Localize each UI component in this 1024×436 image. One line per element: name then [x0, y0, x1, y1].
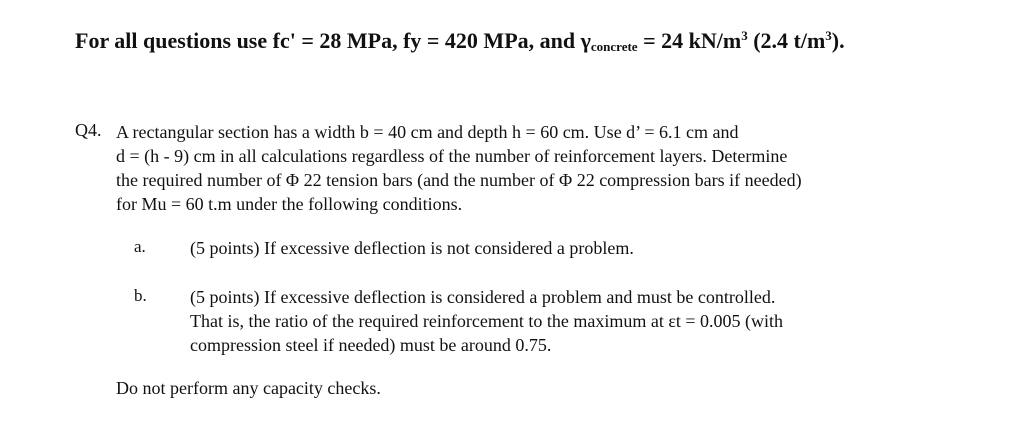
- header-line: [75, 28, 845, 55]
- header-exponent-1: 3: [741, 28, 748, 43]
- header-paren: (2.4 t/m: [747, 28, 826, 53]
- part-b-line: compression steel if needed) must be around 0.75.: [190, 335, 552, 355]
- gamma-subscript: concrete: [590, 39, 638, 54]
- question-body: [116, 120, 916, 216]
- question-line: for Mu = 60 t.m under the following conditions.: [116, 194, 463, 214]
- header-end: ).: [831, 28, 845, 53]
- part-a-line: (5 points) If excessive deflection is not considered a problem.: [190, 238, 634, 258]
- header-prefix: For all questions use fc' = 28 MPa, fy = 420 MPa, and: [75, 28, 581, 53]
- question-line: A rectangular section has a width b = 40 cm and depth h = 60 cm. Use d’ = 6.1 cm and: [116, 122, 739, 142]
- part-b-text: [190, 285, 783, 357]
- question-number: Q4.: [75, 120, 102, 140]
- part-b-line: (5 points) If excessive deflection is considered a problem and must be controlled.: [190, 287, 776, 307]
- header-unit-weight: = 24 kN/m: [637, 28, 742, 53]
- question-line: the required number of Φ 22 tension bars (and the number of Φ 22 compression bars if needed): [116, 170, 802, 190]
- header-exponent-2: 3: [825, 28, 832, 43]
- part-b-label: b.: [134, 286, 147, 305]
- gamma-symbol: γ: [580, 28, 591, 53]
- part-a-text: [190, 236, 634, 260]
- footer-note: Do not perform any capacity checks.: [116, 378, 381, 398]
- part-a-label: a.: [134, 237, 146, 256]
- part-b-line: That is, the ratio of the required reinforcement to the maximum at εt = 0.005 (with: [190, 311, 784, 331]
- question-line: d = (h - 9) cm in all calculations regardless of the number of reinforcement layers. Determine: [116, 146, 788, 166]
